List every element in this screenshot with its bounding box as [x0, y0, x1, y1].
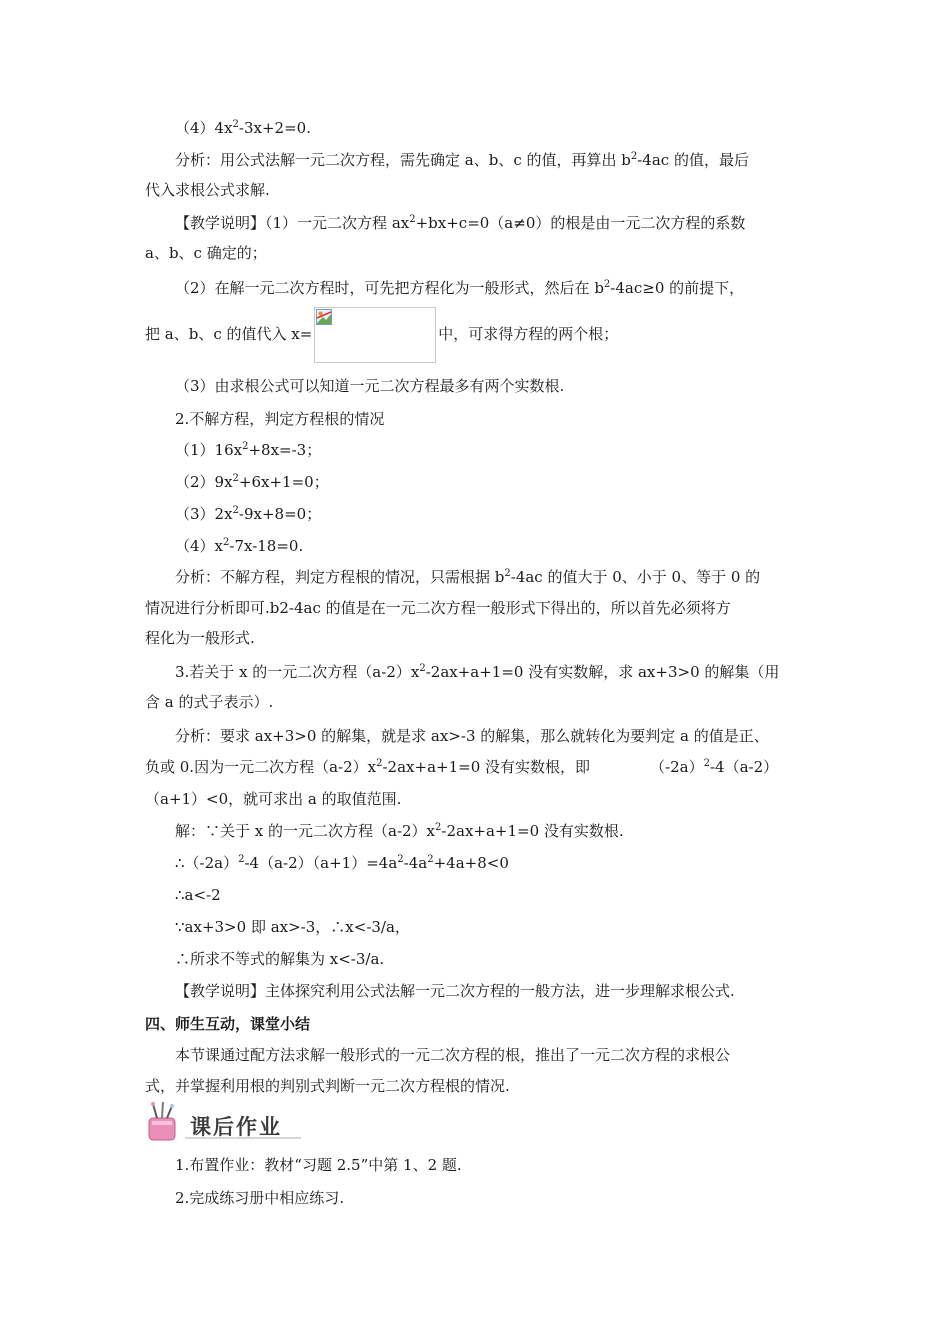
problem-2-eq-4: $(4)x^2-7x-18=0$. — [175, 537, 304, 555]
problem-2-eq-1: $(1)16x^2+8x=-3$； — [175, 441, 322, 459]
analysis-1-line2: 代入求根公式求解. — [145, 181, 270, 199]
analysis-3-line3: （a+1）<0，就可求出 a 的取值范围. — [145, 790, 402, 808]
solution-line2: $\therefore(-2a)^2-4(a-2)(a+1)=4a^2-4a^2+4a+8<0$ — [175, 854, 509, 872]
analysis-1-line1: 分析：用公式法解一元二次方程，需先确定 a、b、c 的值，再算出 $b^2-4ac$ 的值，最后 — [175, 151, 749, 169]
teaching-note-1-line1: 【教学说明】（1）一元二次方程 $ax^2+bx+c=0(a\ne 0)$的根是由一元二次方程的系数 — [175, 214, 746, 232]
teaching-note-1-line2: a、b、c 确定的； — [145, 244, 267, 262]
solution-line5: ∴所求不等式的解集为 x<-3/a. — [175, 950, 385, 968]
broken-image-icon — [316, 309, 332, 325]
teaching-note-2-line2: 把 a、b、c 的值代入 x= 中，可求得方程的两个根； — [145, 306, 618, 363]
teaching-note-final: 【教学说明】主体探究利用公式法解一元二次方程的一般方法，进一步理解求根公式. — [175, 982, 735, 1000]
teaching-note-2-line1: （2）在解一元二次方程时，可先把方程化为一般形式，然后在 $b^2-4ac\ge 0$ 的前提下， — [175, 279, 745, 297]
solution-line1: 解：∵关于 x 的一元二次方程$(a-2)x^2-2ax+a+1=0$ 没有实数根. — [175, 822, 624, 840]
analysis-2-line2: 情况进行分析即可.b2-4ac 的值是在一元二次方程一般形式下得出的，所以首先必须将方 — [145, 599, 731, 617]
homework-item-2: 2.完成练习册中相应练习. — [175, 1189, 345, 1207]
section-4-heading: 四、师生互动，课堂小结 — [145, 1015, 311, 1033]
homework-banner-label: 课后作业 — [190, 1115, 282, 1139]
problem-2-eq-2: $(2)9x^2+6x+1=0$； — [175, 473, 329, 491]
problem-3-line1: 3.若关于 x 的一元二次方程$(a-2)x^2-2ax+a+1=0$ 没有实数解，求 ax+3>0 的解集（用 — [175, 663, 780, 681]
homework-item-1: 1.布置作业：教材“习题 2.5”中第 1、2 题. — [175, 1156, 462, 1174]
analysis-3-line1: 分析：要求 ax+3>0 的解集，就是求 ax>-3 的解集，那么就转化为要判定 a 的值是正、 — [175, 727, 769, 745]
problem-3-line2: 含 a 的式子表示）. — [145, 693, 274, 711]
problem-2-eq-3: $(3)2x^2-9x+8=0$； — [175, 505, 322, 523]
summary-line2: 式，并掌握利用根的判别式判断一元二次方程根的情况. — [145, 1077, 510, 1095]
analysis-3-line2: 负或 0.因为一元二次方程$(a-2)x^2-2ax+a+1=0$ 没有实数根，即 $(-2a)^2-4(a-2)$ — [145, 758, 779, 776]
quadratic-formula-image — [314, 307, 436, 363]
pen-holder-icon — [149, 1102, 175, 1140]
summary-line1: 本节课通过配方法求解一般形式的一元二次方程的根，推出了一元二次方程的求根公 — [175, 1046, 731, 1064]
teaching-note-3-line: （3）由求根公式可以知道一元二次方程最多有两个实数根. — [175, 377, 565, 395]
eq-4-line: $(4)4x^2-3x+2=0$. — [175, 119, 311, 137]
solution-line4: ∵ax+3>0 即 ax>-3，∴x<-3/a， — [175, 918, 410, 936]
solution-line3: ∴a<-2 — [175, 886, 221, 904]
analysis-2-line1: 分析：不解方程，判定方程根的情况，只需根据 $b^2-4ac$ 的值大于 0、小于 0、等于 0 的 — [175, 568, 761, 586]
problem-2-title: 2.不解方程，判定方程根的情况 — [175, 410, 385, 428]
analysis-2-line3: 程化为一般形式. — [145, 629, 255, 647]
